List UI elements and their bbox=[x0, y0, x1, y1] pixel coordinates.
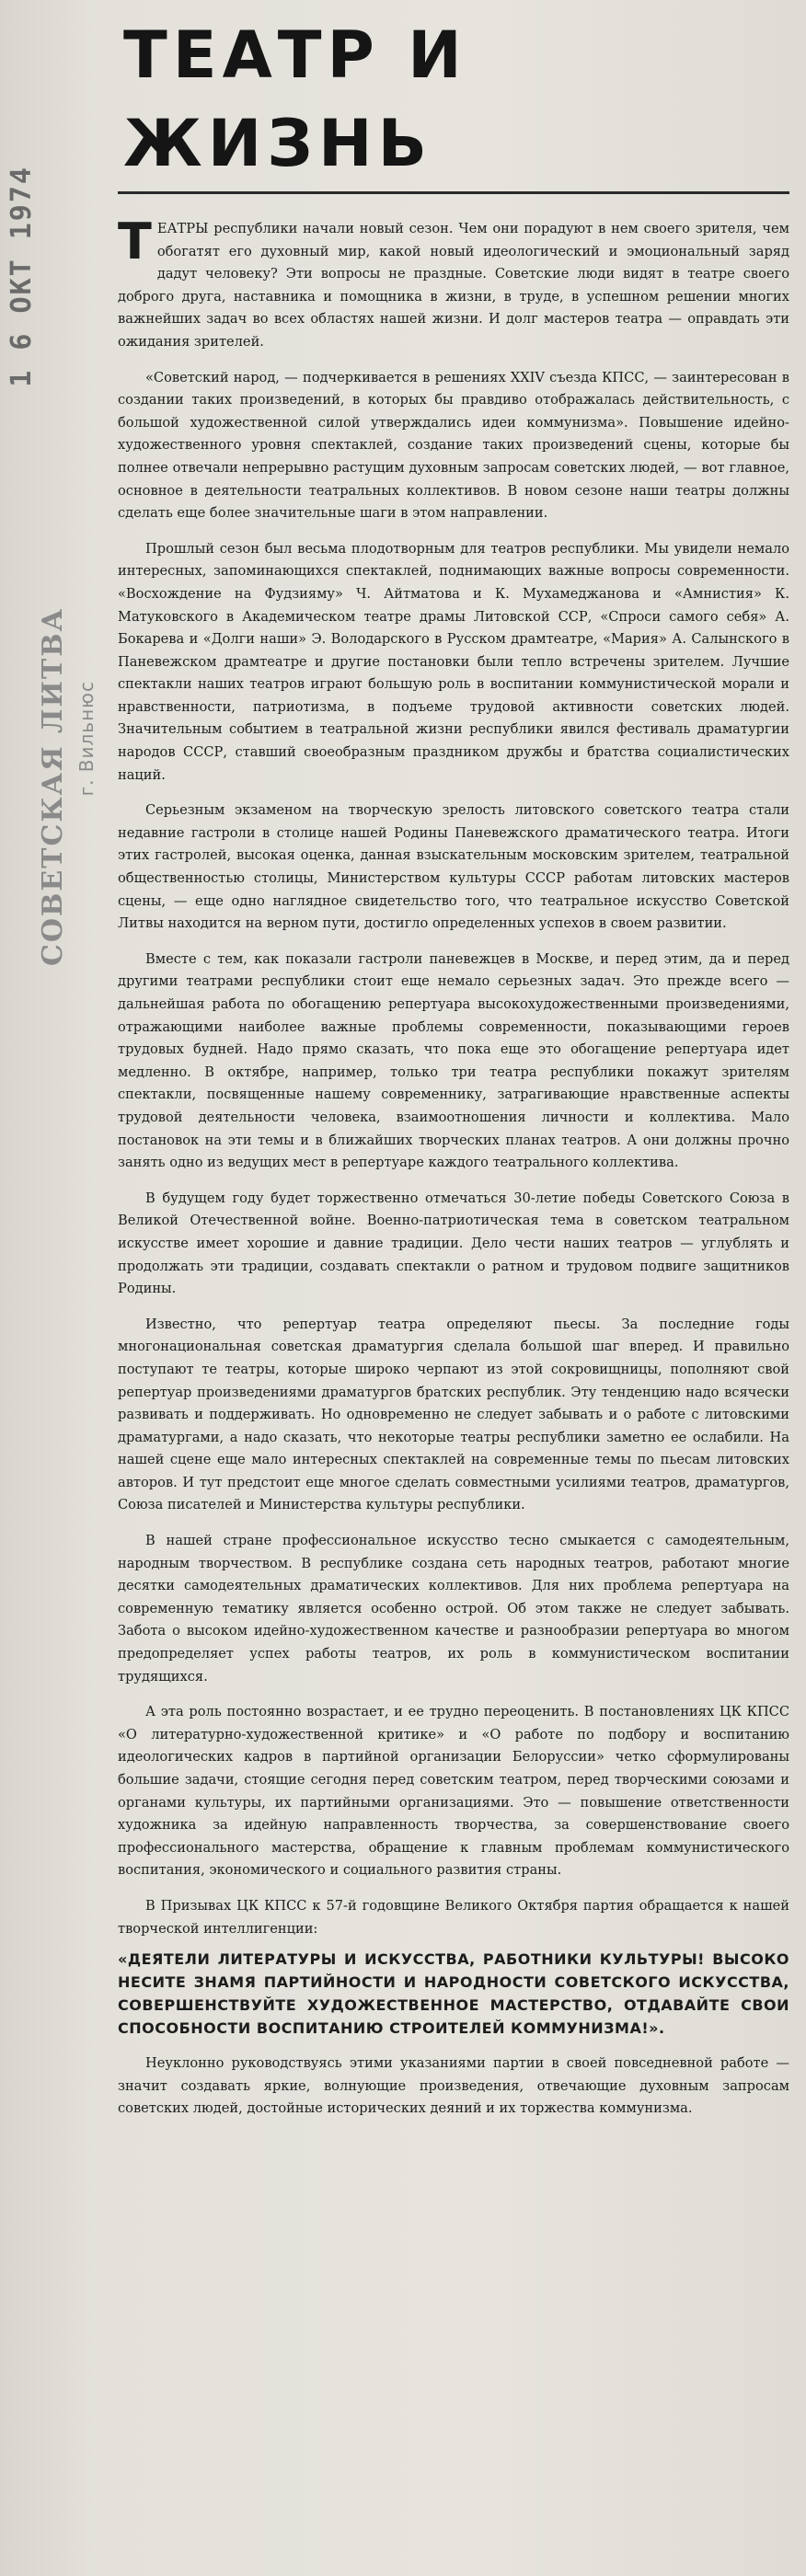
paragraph: «Советский народ, — подчеркивается в решениях XXIV съезда КПСС, — заинтересован в создании таких произведений, в которых бы правдиво отображалась действительность, с большой художественной силой утверждались идеи коммунизма». Повышение идейно-художественного уровня спектаклей, создание таких произведений сцены, которые бы полнее отвечали непрерывно растущим духовным запросам советских людей, — вот главное, основное в деятельности театральных коллективов. В новом сезоне наши театры должны сделать еще более значительные шаги в этом направлении. bbox=[118, 369, 789, 522]
paragraph: А эта роль постоянно возрастает, и ее трудно переоценить. В постановлениях ЦК КПСС «О литературно-художественной критике» и «О работе по подбору и воспитанию идеологических кадров в партийной организации Белоруссии» четко сформулированы большие задачи, стоящие сегодня перед советским театром, перед творческими союзами и органами культуры, их партийными организациями. Это — повышение ответственности художника за идейную направленность творчества, за совершенствование своего профессионального мастерства, обращение к главным проблемам коммунистического воспитания, экономического и социального развития страны. bbox=[118, 1704, 789, 1879]
date-stamp: 1 6 ОКТ 1974 bbox=[6, 166, 38, 387]
source-stamp: СОВЕТСКАЯ ЛИТВА bbox=[37, 607, 69, 967]
paragraph: В нашей стране профессиональное искусство тесно смыкается с самодеятельным, народным творчеством. В республике создана сеть народных театров, работают многие десятки самодеятельных драматических коллективов. Для них проблема репертуара на современную тематику является особенно острой. Об этом также не следует забывать. Забота о высоком идейно-художественном качестве и разнообразии репертуара во многом предопределяет успех работы театров, их роль в коммунистическом воспитании трудящихся. bbox=[118, 1533, 789, 1685]
article-headline: ТЕАТР И ЖИЗНЬ bbox=[123, 17, 467, 181]
paragraph-text: ЕАТРЫ республики начали новый сезон. Чем они порадуют в нем своего зрителя, чем обогатят его духовный мир, какой новый идеологический и эмоциональный заряд дадут человеку? Эти вопросы не праздные. Советские люди видят в театре своего доброго друга, наставника и помощника в жизни, в труде, в успешном решении многих важнейших задач во всех областях нашей жизни. И долг мастеров театра — оправдать эти ожидания зрителей. bbox=[118, 221, 789, 350]
paragraph: Известно, что репертуар театра определяют пьесы. За последние годы многонациональная советская драматургия сделала большой шаг вперед. И правильно поступают те театры, которые широко черпают из этой сокровищницы, пополняют свой репертуар произведениями драматургов братских республик. Эту тенденцию надо всячески развивать и поддерживать. Но одновременно не следует забывать и о работе с литовскими драматургами, а надо сказать, что некоторые театры республики заметно ее ослабили. На нашей сцене еще мало интересных спектаклей на современные темы по пьесам литовских авторов. И тут предстоит еще многое сделать совместными усилиями театров, драматургов, Союза писателей и Министерства культуры республики. bbox=[118, 1316, 789, 1513]
headline-rule bbox=[118, 191, 789, 194]
party-slogan: «ДЕЯТЕЛИ ЛИТЕРАТУРЫ И ИСКУССТВА, РАБОТНИКИ КУЛЬТУРЫ! ВЫСОКО НЕСИТЕ ЗНАМЯ ПАРТИЙНОСТИ И НАРОДНОСТИ СОВЕТСКОГО ИСКУССТВА, СОВЕРШЕНСТВУЙТЕ ХУДОЖЕСТВЕННОЕ МАСТЕРСТВО, ОТДАВАЙТЕ СВОИ СПОСОБНОСТИ ВОСПИТАНИЮ СТРОИТЕЛЕЙ КОММУНИЗМА!». bbox=[118, 1950, 789, 2038]
paragraph: Неуклонно руководствуясь этими указаниями партии в своей повседневной работе — значит создавать яркие, волнующие произведения, отвечающие духовным запросам советских людей, достойные исторических деяний и их торжества коммунизма. bbox=[118, 2055, 789, 2117]
paragraph bbox=[118, 213, 789, 354]
drop-cap: Т bbox=[118, 213, 152, 270]
paragraph: Прошлый сезон был весьма плодотворным для театров республики. Мы увидели немало интересных, запоминающихся спектаклей, поднимающих важные вопросы современности. «Восхождение на Фудзияму» Ч. Айтматова и К. Мухамеджанова и «Амнистия» К. Матуковского в Академическом театре драмы Литовской ССР, «Спроси самого себя» А. Бокарева и «Долги наши» Э. Володарского в Русском драмтеатре, «Мария» А. Салынского в Паневежском драмтеатре и другие постановки были тепло встречены зрителем. Лучшие спектакли наших театров играют большую роль в воспитании коммунистической морали и нравственности, патриотизма, в подъеме трудовой активности советских людей. Значительным событием в театральной жизни республики явился фестиваль драматургии народов СССР, ставший своеобразным праздником дружбы и братства социалистических наций. bbox=[118, 540, 789, 783]
paragraph: В будущем году будет торжественно отмечаться 30-летие победы Советского Союза в Великой Отечественной войне. Военно-патриотическая тема в советском театральном искусстве имеет хорошие и давние традиции. Дело чести наших театров — углублять и продолжать эти традиции, создавать спектакли о ратном и трудовом подвиге защитников Родины. bbox=[118, 1190, 789, 1297]
archive-margin bbox=[0, 0, 118, 2576]
city-stamp: г. Вильнюс bbox=[75, 681, 98, 797]
article bbox=[118, 0, 799, 2121]
paragraph: Вместе с тем, как показали гастроли паневежцев в Москве, и перед этим, да и перед другими театрами республики стоит еще немало серьезных задач. Это прежде всего — дальнейшая работа по обогащению репертуара высокохудожественными произведениями, отражающими наиболее важные проблемы современности, показывающими героев трудовых будней. Надо прямо сказать, что пока еще это обогащение репертуара идет медленно. В октябре, например, только три театра республики покажут зрителям спектакли, посвященные нашему современнику, затрагивающие нравственные аспекты трудовой деятельности человека, взаимоотношения личности и коллектива. Мало постановок на эти темы и в ближайших творческих планах театров. А они должны прочно занять одно из ведущих мест в репертуаре каждого театрального коллектива. bbox=[118, 950, 789, 1171]
paragraph: В Призывах ЦК КПСС к 57-й годовщине Великого Октября партия обращается к нашей творческой интеллигенции: bbox=[118, 1897, 789, 1937]
paragraph: Серьезным экзаменом на творческую зрелость литовского советского театра стали недавние гастроли в столице нашей Родины Паневежского драматического театра. Итоги этих гастролей, высокая оценка, данная взыскательным московским зрителем, театральной общественностью столицы, Министерством культуры СССР работам литовских мастеров сцены, — еще одно наглядное свидетельство того, что театральное искусство Советской Литвы находится на верном пути, достигло определенных успехов в своем развитии. bbox=[118, 802, 789, 932]
article-body bbox=[118, 213, 789, 2121]
